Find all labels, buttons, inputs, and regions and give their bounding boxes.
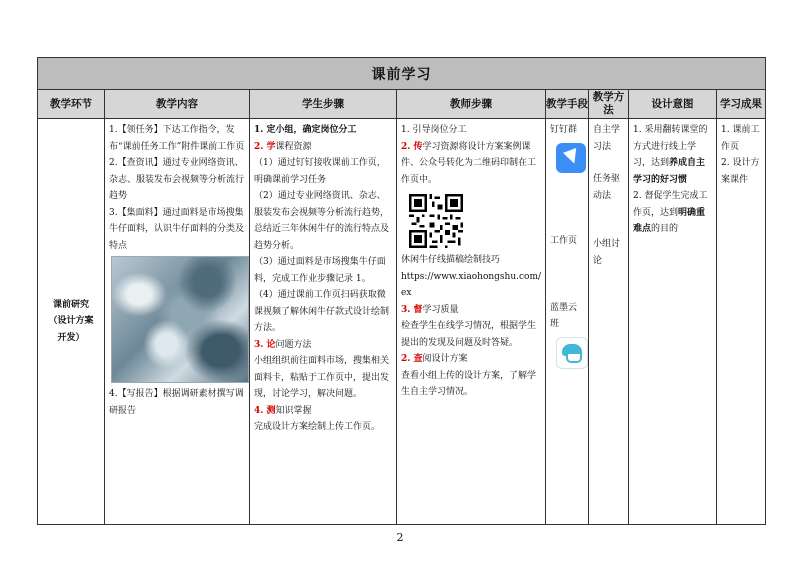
student-step-mark: 2. 学 (254, 141, 276, 152)
method-item: 自主学习法 (593, 125, 621, 152)
header-student-steps: 学生步骤 (250, 90, 397, 119)
resource-link[interactable]: https://www.xiaohongshu.com/ex (401, 271, 542, 298)
header-means: 教学手段 (546, 90, 589, 119)
teacher-step-text: 学习质量 (422, 304, 459, 315)
student-step-mark: 4. 测 (254, 405, 276, 416)
qr-caption: 休闲牛仔线描稿绘制技巧 (401, 255, 501, 265)
student-substep: 完成设计方案绘制上传工作页。 (254, 422, 381, 432)
intent-highlight: 养成自主学习的好习惯 (633, 158, 706, 185)
header-intent: 设计意图 (629, 90, 717, 119)
mosoteach-app-icon[interactable] (556, 337, 588, 369)
content-item: 3.【集面料】通过面料是市场搜集牛仔面料，认识牛仔面料的分类及特点 (109, 207, 245, 251)
intent-cell (629, 119, 717, 525)
header-stage: 教学环节 (38, 90, 105, 119)
means-item: 钉钉群 (550, 125, 578, 135)
teacher-step-text: 阅设计方案 (422, 354, 468, 364)
intent-item: 2. 督促学生完成工作页，达到明确重难点的目的 (633, 191, 708, 234)
student-cell (250, 119, 397, 525)
student-step-title: 知识掌握 (275, 405, 312, 416)
means-cell (546, 119, 589, 525)
teacher-substep: 检查学生在线学习情况，根据学生提出的发现及问题及时答疑。 (401, 321, 537, 348)
header-method: 教学方法 (589, 90, 629, 119)
teacher-step: 1. 引导岗位分工 (401, 125, 467, 135)
header-content: 教学内容 (105, 90, 250, 119)
qr-code-icon[interactable] (409, 194, 463, 248)
means-item: 蓝墨云班 (550, 302, 578, 329)
stage-line: （设计方案 (48, 316, 94, 327)
student-substep: （3）通过面料是市场搜集牛仔面料，完成工作业步骤记录 1。 (254, 257, 386, 284)
student-step-title: 课程资源 (275, 141, 312, 152)
student-substep: （1）通过钉钉接收课前工作页，明确课前学习任务 (254, 158, 386, 185)
means-item: 工作页 (550, 236, 578, 246)
student-substep: 小组组织前往面料市场，搜集相关面料卡，粘贴于工作页中，提出发现，讨论学习，解决问题。 (254, 356, 390, 399)
method-item: 小组讨论 (593, 239, 621, 266)
content-item: 4.【写报告】根据调研素材撰写调研报告 (109, 389, 244, 416)
header-outcome: 学习成果 (717, 90, 766, 119)
teacher-step-mark: 2. 查 (401, 354, 423, 364)
content-item: 2.【查资讯】通过专业网络资讯、杂志、服装发布会视频等分析流行趋势 (109, 158, 245, 201)
table-title: 课前学习 (38, 58, 766, 90)
header-teacher-steps: 教师步骤 (397, 90, 546, 119)
teacher-step-mark: 2. 传 (401, 141, 423, 152)
teacher-step-text: 学习资源将设计方案案例课件、公众号转化为二维码印制在工作页中。 (401, 141, 537, 185)
lesson-table (37, 57, 766, 525)
intent-highlight: 明确重难点 (633, 207, 706, 234)
student-substep: （2）通过专业网络资讯、杂志、服装发布会视频等分析流行趋势，总结近三年休闲牛仔的流行特点及趋势分析。 (254, 191, 390, 251)
outcome-item: 2. 设计方案课件 (721, 158, 760, 185)
teacher-substep: 查看小组上传的设计方案，了解学生自主学习情况。 (401, 370, 537, 397)
dingtalk-app-icon[interactable] (556, 143, 586, 173)
denim-fabric-photo (111, 256, 249, 383)
content-cell (105, 119, 250, 525)
outcome-cell (717, 119, 766, 525)
stage-line: 课前研究 (52, 299, 89, 310)
teacher-cell (397, 119, 546, 525)
page-number: 2 (396, 531, 404, 544)
student-step-title: 问题方法 (275, 339, 312, 350)
teacher-step-mark: 3. 督 (401, 304, 423, 315)
outcome-item: 1. 课前工作页 (721, 125, 760, 152)
student-step: 1. 定小组，确定岗位分工 (254, 125, 357, 135)
intent-item: 1. 采用翻转课堂的方式进行线上学习，达到养成自主学习的好习惯 (633, 125, 708, 185)
student-step-mark: 3. 论 (254, 339, 276, 350)
method-cell (589, 119, 629, 525)
content-item: 1.【领任务】下达工作指令，发布“课前任务工作”附件课前工作页 (109, 125, 245, 152)
stage-line: 开发） (57, 332, 85, 343)
method-item: 任务驱动法 (593, 174, 621, 201)
student-substep: （4）通过课前工作页扫码获取微课视频了解休闲牛仔款式设计绘制方法。 (254, 290, 390, 333)
stage-cell (38, 119, 105, 525)
